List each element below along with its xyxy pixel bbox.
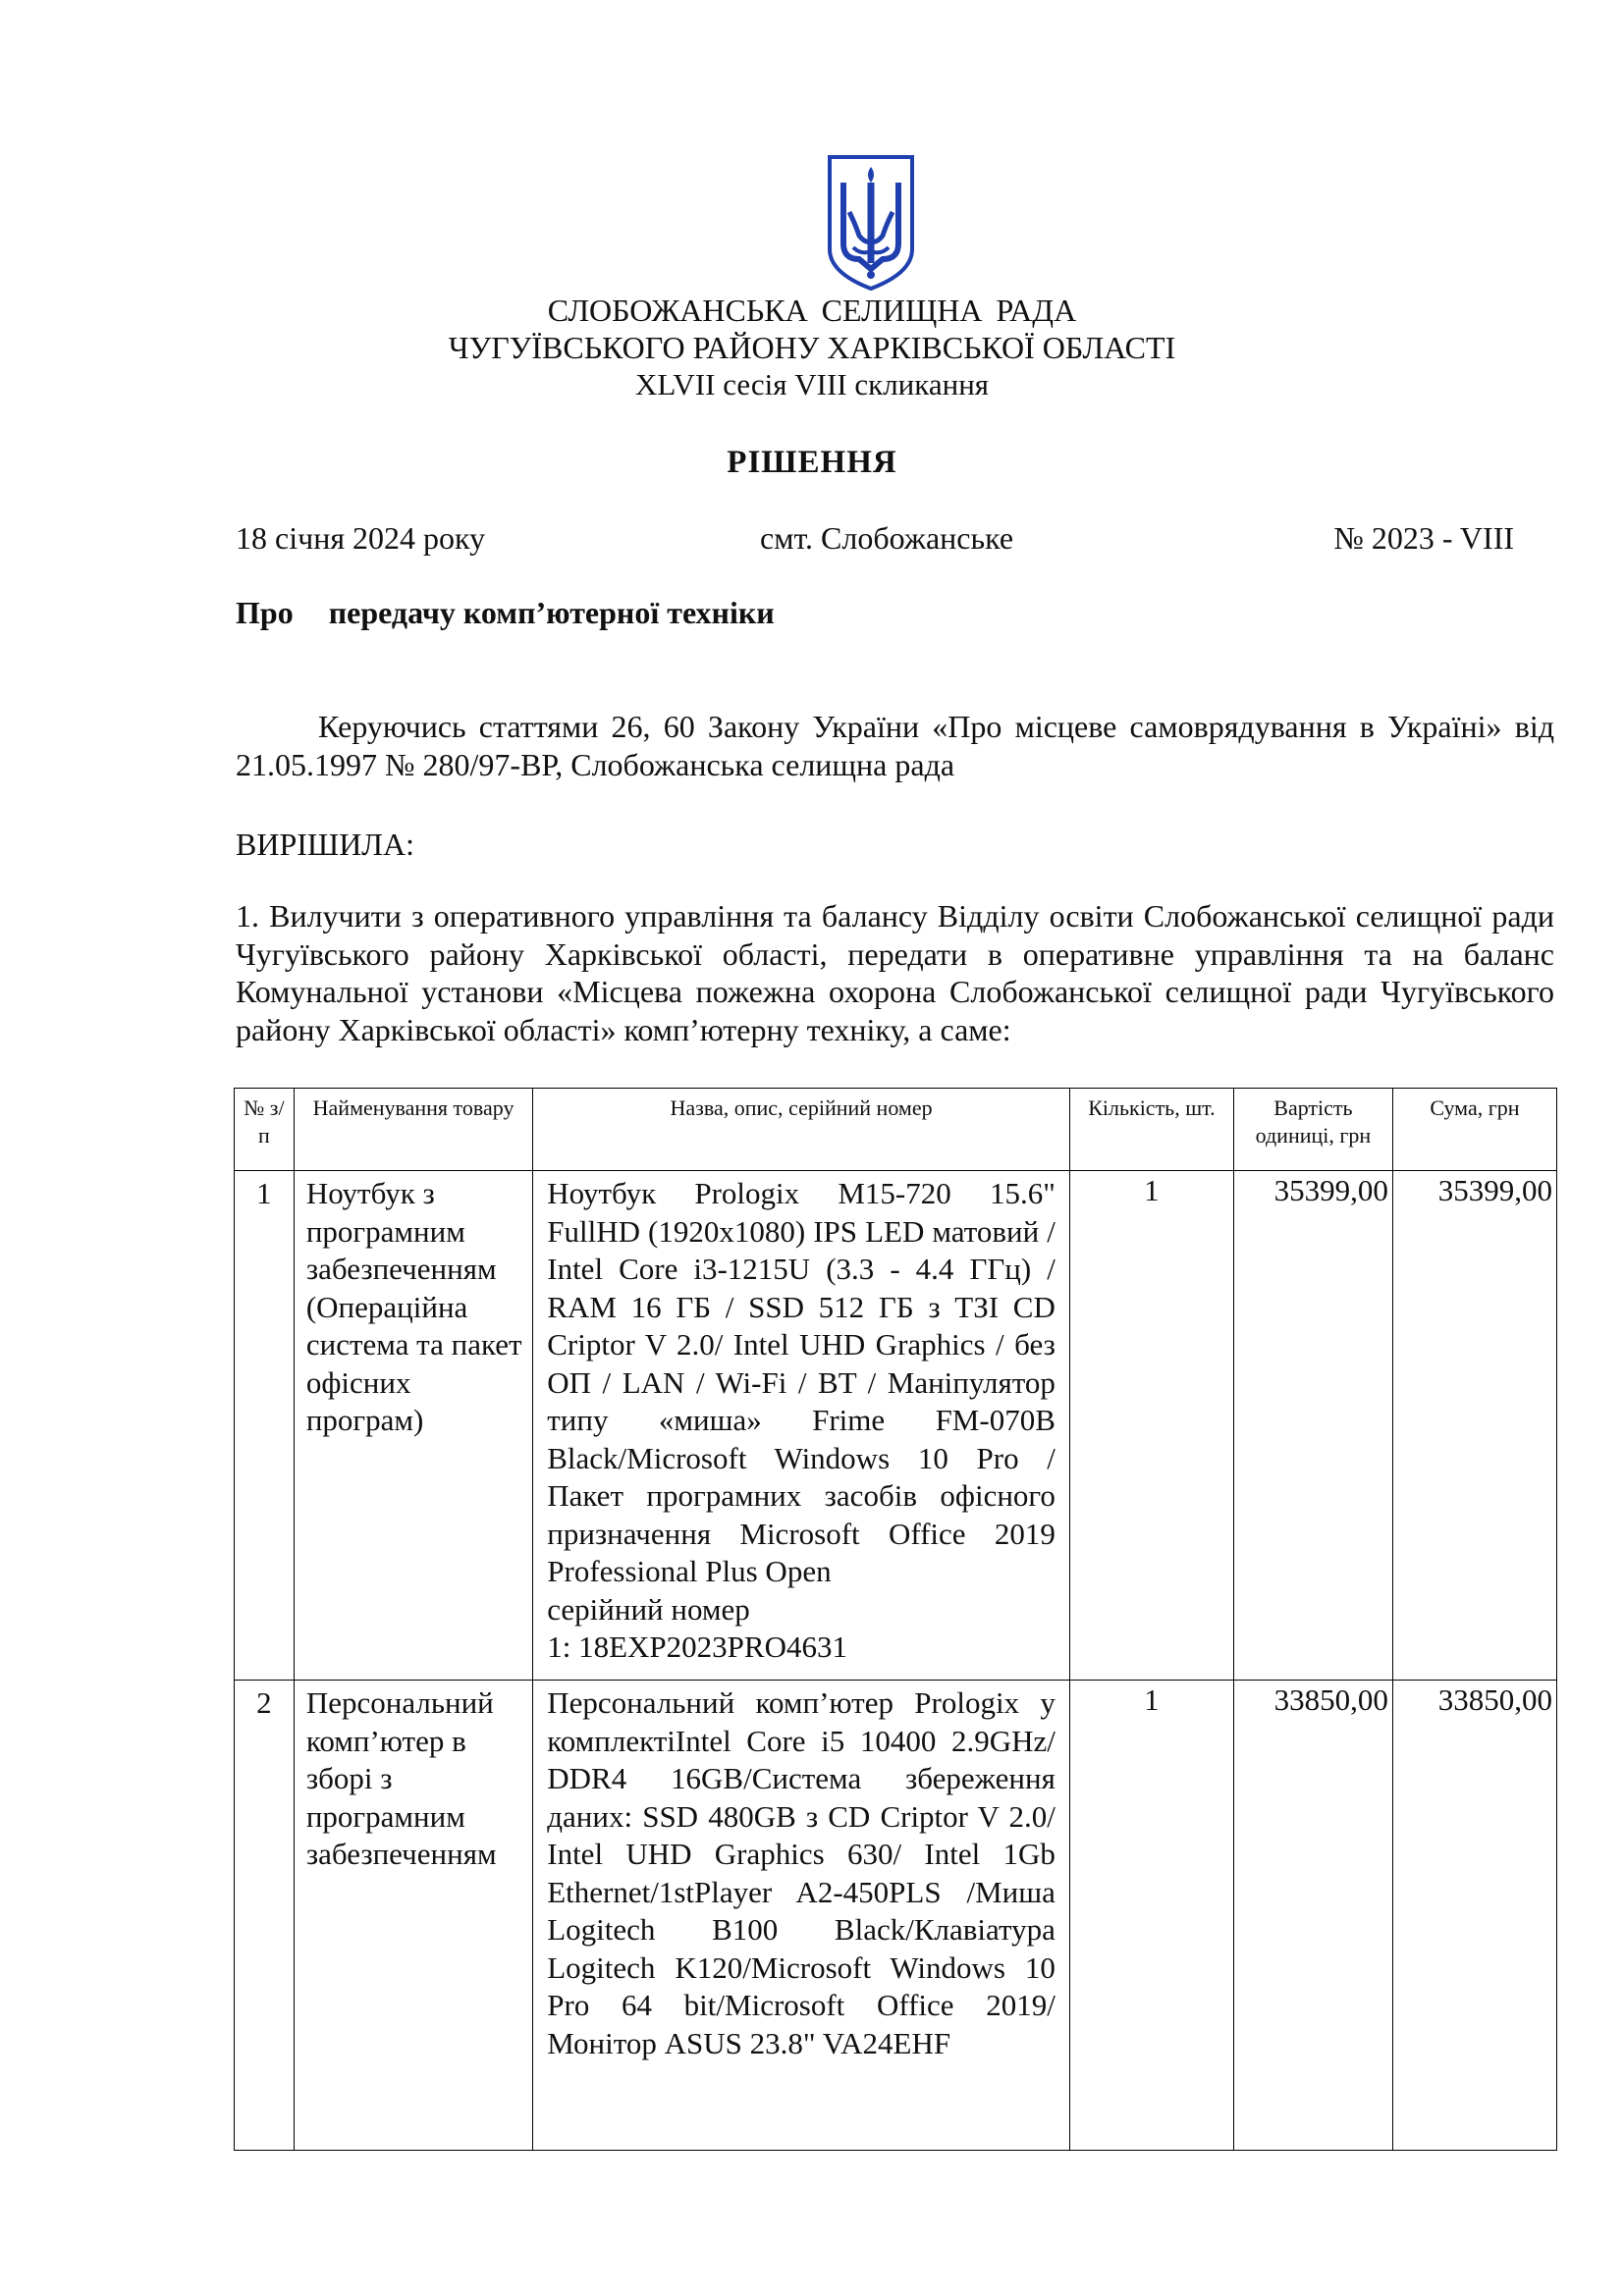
table-row <box>235 1681 1557 2151</box>
item-name: Персональний комп’ютер в зборі з програмним забезпеченням <box>294 1681 532 2151</box>
header-description: Назва, опис, серійний номер <box>533 1089 1070 1171</box>
session-info: XLVII сесія VIII скликання <box>634 367 990 401</box>
item-description-text: Ноутбук Prologix M15-720 15.6" FullHD (1920x1080) IPS LED матовий / Intel Core i3-1215U (3.3 - 4.4 ГГц) / RAM 16 ГБ / SSD 512 ГБ з ТЗІ CD Criptor V 2.0/ Intel UHD Graphics / без ОП / LAN / Wi-Fi / BT / Маніпулятор типу «миша» Frime FM-070B Black/Microsoft Windows 10 Pro / Пакет програмних засобів офісного призначення Microsoft Office 2019 Professional Plus Open <box>547 1176 1056 1588</box>
decision-subject <box>236 595 775 631</box>
serial-number: 1: 18EXP2023PRO4631 <box>547 1629 847 1664</box>
coat-of-arms-icon <box>826 153 916 293</box>
council-name: СЛОБОЖАНСЬКА СЕЛИЩНА РАДА <box>547 293 1077 328</box>
equipment-table <box>234 1088 1557 2151</box>
decision-number: № 2023 - VIII <box>1333 520 1514 556</box>
header-no: № з/п <box>235 1089 295 1171</box>
item-unit-price: 33850,00 <box>1233 1681 1392 2151</box>
header-unit-price: Вартість одиниці, грн <box>1233 1089 1392 1171</box>
decision-place: смт. Слобожанське <box>760 520 1014 556</box>
item-quantity: 1 <box>1069 1171 1233 1681</box>
item-description <box>533 1171 1070 1681</box>
header-quantity: Кількість, шт. <box>1069 1089 1233 1171</box>
item-name: Ноутбук з програмним забезпеченням (Операційна система та пакет офісних програм) <box>294 1171 532 1681</box>
resolved-heading: ВИРІШИЛА: <box>236 827 414 862</box>
document-title: РІШЕННЯ <box>727 445 897 480</box>
item-sum: 33850,00 <box>1392 1681 1556 2151</box>
subject-prefix: Про <box>236 595 294 630</box>
row-number: 1 <box>235 1171 295 1681</box>
item-description: Персональний комп’ютер Prologix у комплектіIntel Core i5 10400 2.9GHz/ DDR4 16GB/Система збереження даних: SSD 480GB з CD Criptor V 2.0/ Intel UHD Graphics 630/ Intel 1Gb Ethernet/1stPlayer A2-450PLS /Миша Logitech B100 Black/Клавіатура Logitech K120/Microsoft Windows 10 Pro 64 bit/Microsoft Office 2019/Монітор ASUS 23.8" VA24EHF <box>533 1681 1070 2151</box>
point-1-paragraph: 1. Вилучити з оперативного управління та балансу Відділу освіти Слобожанської селищної ради Чугуївського району Харківської області, передати в оперативне управління та на баланс Комунальної установи «Місцева пожежна охорона Слобожанської селищної ради Чугуївського району Харківської області» комп’ютерну техніку, а саме: <box>236 898 1554 1047</box>
item-sum: 35399,00 <box>1392 1171 1556 1681</box>
row-number: 2 <box>235 1681 295 2151</box>
decision-date: 18 січня 2024 року <box>236 520 486 556</box>
district-name: ЧУГУЇВСЬКОГО РАЙОНУ ХАРКІВСЬКОЇ ОБЛАСТІ <box>448 330 1176 365</box>
preamble-paragraph: Керуючись статтями 26, 60 Закону України «Про місцеве самоврядування в Україні» від 21.05.1997 № 280/97-ВР, Слобожанська селищна рада <box>236 709 1554 782</box>
header-sum: Сума, грн <box>1392 1089 1556 1171</box>
subject-text: передачу комп’ютерної техніки <box>328 595 775 630</box>
serial-label: серійний номер <box>547 1591 750 1627</box>
table-row <box>235 1171 1557 1681</box>
item-quantity: 1 <box>1069 1681 1233 2151</box>
header-name: Найменування товару <box>294 1089 532 1171</box>
table-header-row <box>235 1089 1557 1171</box>
item-unit-price: 35399,00 <box>1233 1171 1392 1681</box>
